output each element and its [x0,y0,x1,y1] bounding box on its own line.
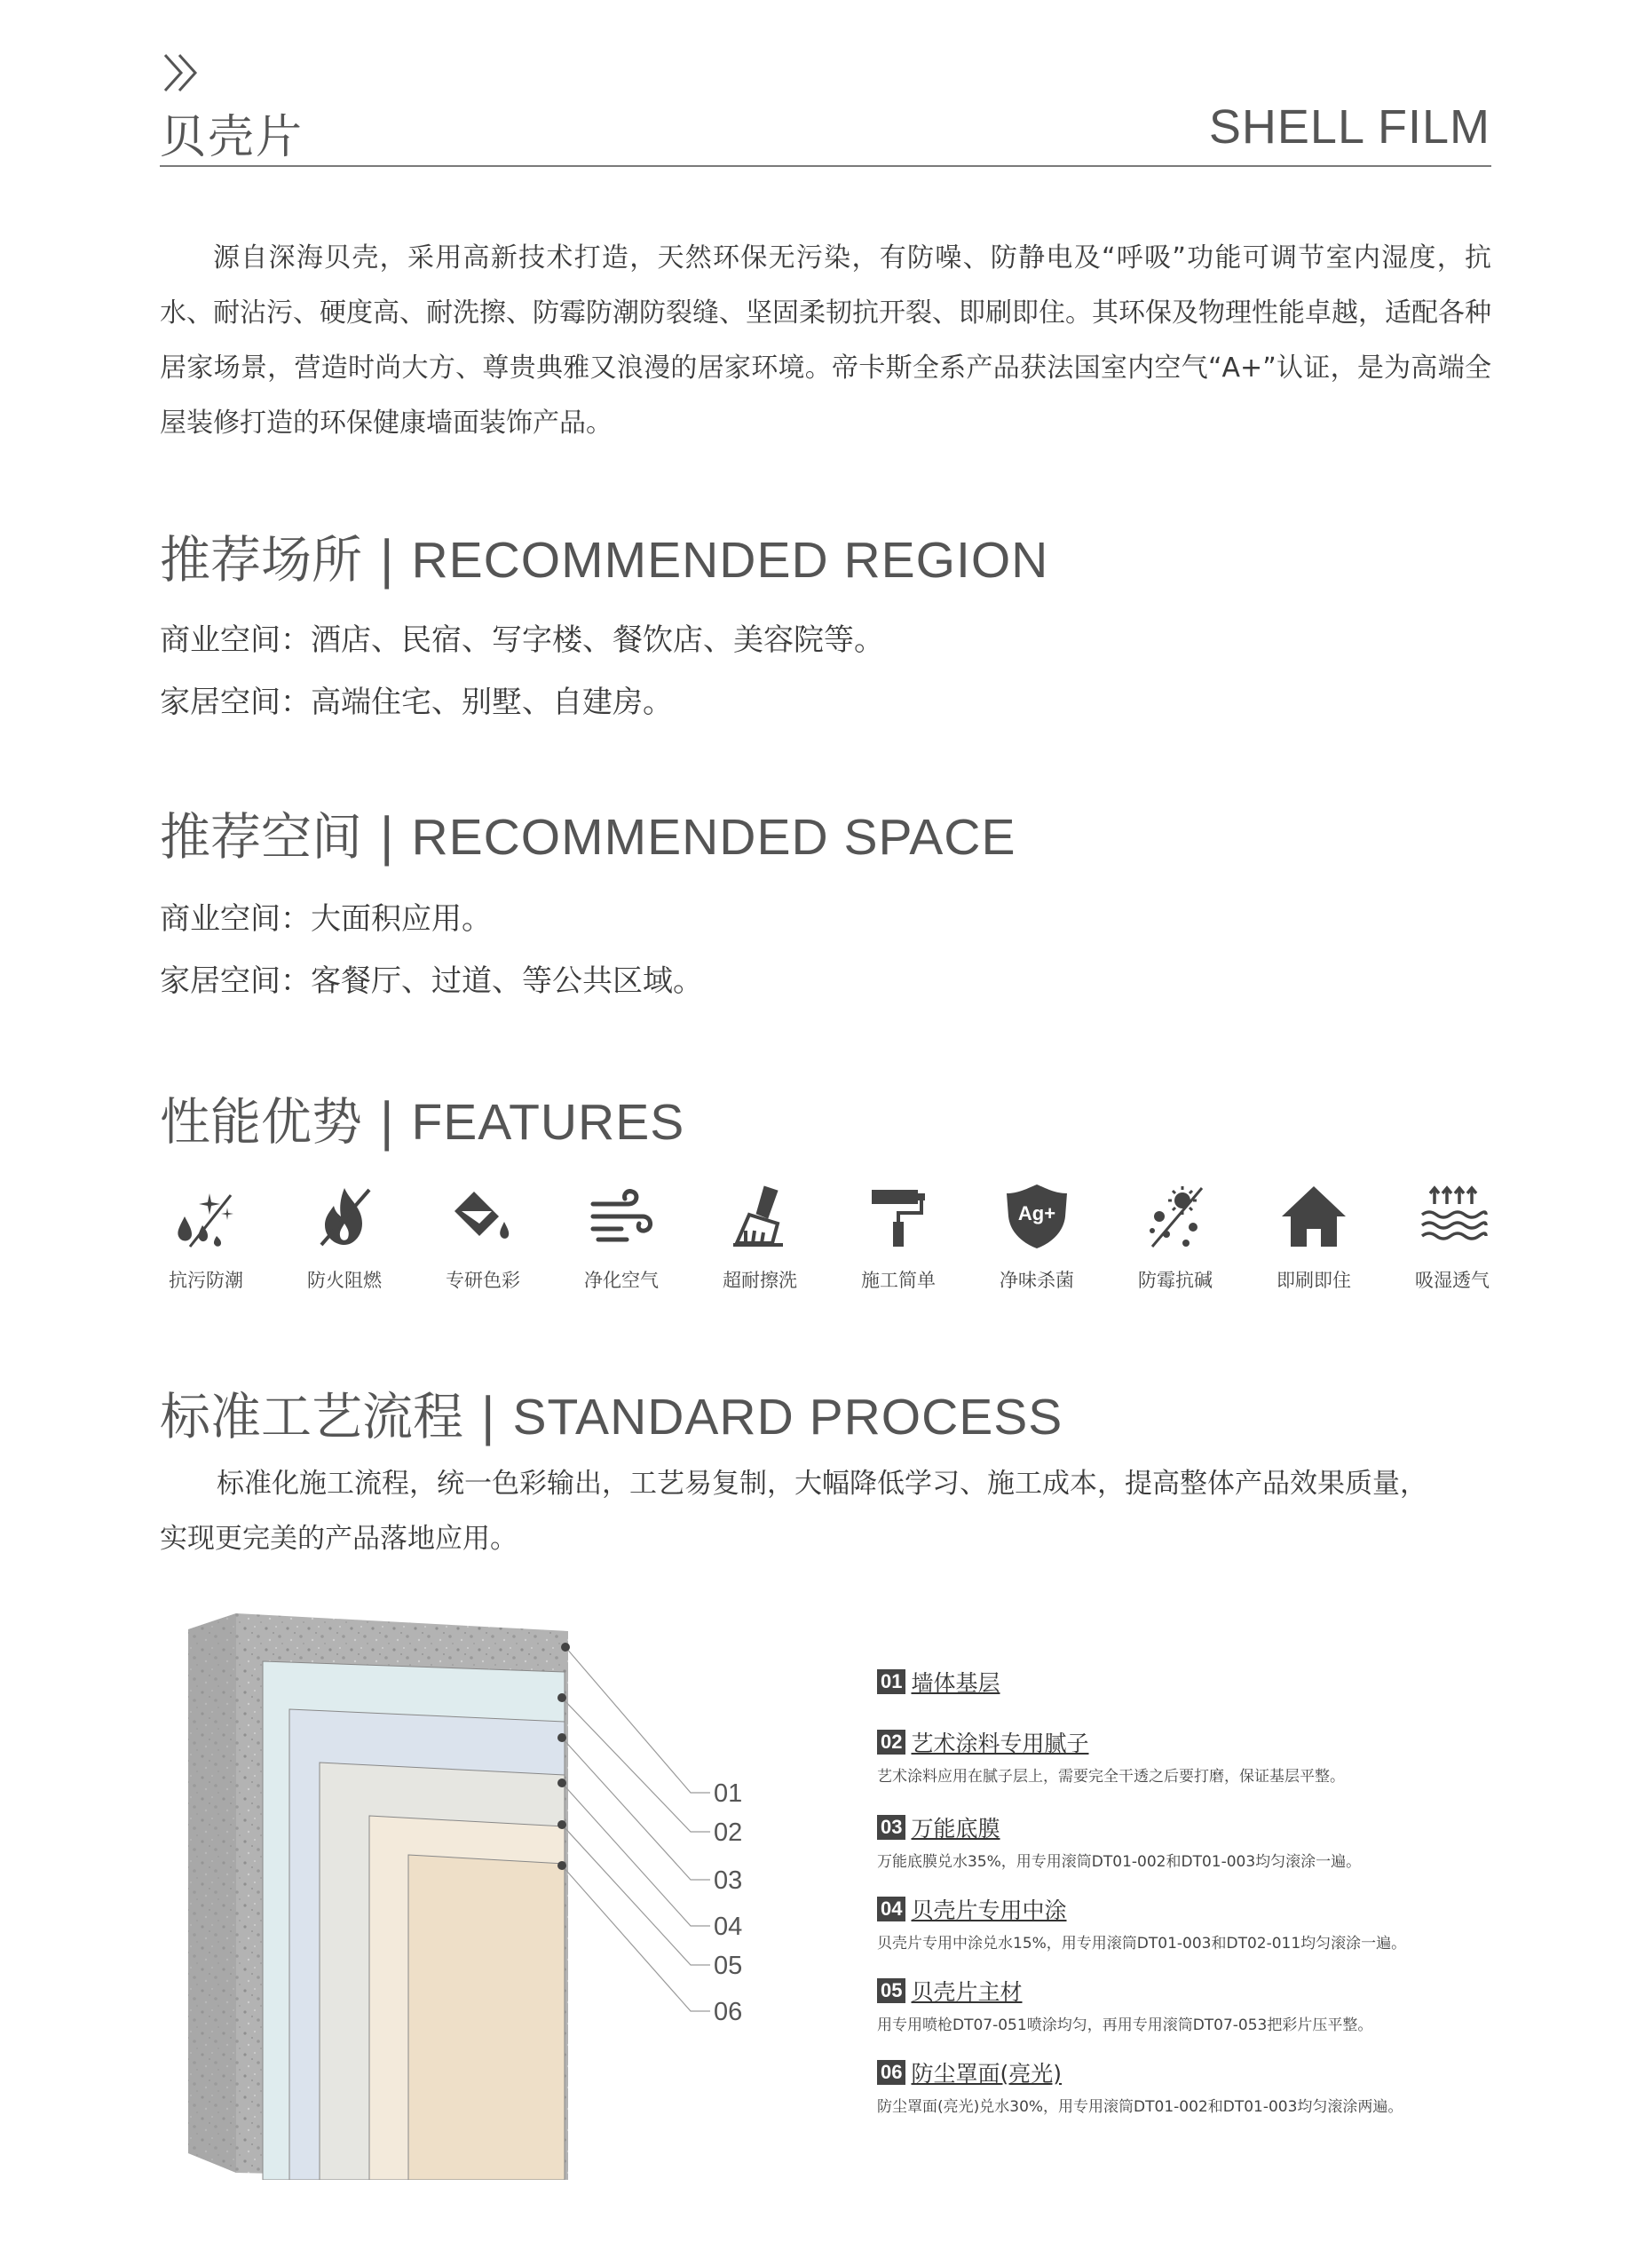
callout-line [562,1866,710,2011]
silver-shield-text: Ag+ [1017,1202,1056,1224]
feature-label: 防霉抗碱 [1138,1270,1213,1291]
page-title-cn: 贝壳片 [160,111,304,164]
double-chevron-right-icon [160,51,204,94]
step-title: 贝壳片专用中涂 [911,1897,1067,1923]
feature-label: 施工简单 [861,1270,936,1291]
step-description: 艺术涂料应用在腻子层上，需要完全干透之后要打磨，保证基层平整。 [877,1768,1345,1786]
step-number-badge: 01 [877,1669,905,1694]
step-title: 贝壳片主材 [911,1979,1023,2005]
region-line-home: 家居空间：高端住宅、别墅、自建房。 [160,685,673,720]
region-heading [160,519,1048,592]
process-step [877,1666,1516,1698]
callout-line [565,1647,710,1793]
humidity-waves-icon [1417,1181,1488,1252]
house-icon [1278,1181,1349,1252]
callout-dot [557,1820,566,1829]
callout-dot [557,1861,566,1870]
layer-06 [408,1855,565,2180]
feature-item [1109,1181,1242,1293]
feature-item [416,1181,549,1293]
wind-icon [586,1181,657,1252]
process-paragraph [160,1456,1491,1566]
layer-number: 01 [714,1779,743,1808]
feature-label: 专研色彩 [446,1270,520,1291]
step-description: 防尘罩面(亮光)兑水30%，用专用滚筒DT01-002和DT01-003均匀滚涂两遍。 [877,2098,1403,2116]
step-title: 墙体基层 [911,1670,1000,1696]
header-divider [160,165,1491,167]
space-line-commercial: 商业空间：大面积应用。 [160,901,492,937]
region-heading-sep: | [362,531,412,590]
process-paragraph-line2: 实现更完美的产品落地应用。 [160,1523,518,1555]
feature-label: 超耐擦洗 [723,1270,797,1291]
region-heading-cn: 推荐场所 [160,531,362,590]
features-heading [160,1081,684,1154]
step-number-badge: 05 [877,1978,905,2003]
feature-label: 防火阻燃 [307,1270,382,1291]
process-step [877,1893,1516,1953]
feature-item [555,1181,688,1293]
process-step [877,2056,1516,2116]
callout-line [562,1738,710,1880]
features-heading-sep: | [362,1093,412,1152]
silver-shield-icon [1001,1181,1072,1252]
step-title: 万能底膜 [911,1816,1000,1842]
callout-dot [561,1643,570,1652]
droplets-sparkle-icon [170,1181,241,1252]
brush-icon [724,1181,795,1252]
feature-item [970,1181,1103,1293]
feature-item [1247,1181,1380,1293]
wall-side-texture [188,1613,236,2173]
callout-dot [557,1733,566,1742]
step-title: 防尘罩面(亮光) [911,2061,1062,2087]
callout-line [562,1698,710,1832]
intro-paragraph: 源自深海贝壳，采用高新技术打造，天然环保无污染，有防噪、防静电及“呼吸”功能可调节室内湿度，抗水、耐沾污、硬度高、耐洗擦、防霉防潮防裂缝、坚固柔韧抗开裂、即刷即住。其环保及物理性能卓越，适配各种居家场景，营造时尚大方、尊贵典雅又浪漫的居家环境。帝卡斯全系产品获法国室内空气“A+”认证，是为高端全屋装修打造的环保健康墙面装饰产品。 [160,242,1491,439]
process-heading-en: STANDARD PROCESS [512,1389,1063,1446]
space-heading-en: RECOMMENDED SPACE [411,809,1016,866]
space-heading-sep: | [362,808,412,867]
callout-dot [557,1693,566,1702]
step-description: 用专用喷枪DT07-051喷涂均匀，再用专用滚筒DT07-053把彩片压平整。 [877,2016,1373,2034]
feature-item [693,1181,826,1293]
layer-number: 06 [714,1998,743,2026]
feature-item [139,1181,273,1293]
space-heading-cn: 推荐空间 [160,808,362,867]
process-paragraph-line1: 标准化施工流程，统一色彩输出，工艺易复制，大幅降低学习、施工成本，提高整体产品效果质量， [217,1468,1427,1500]
step-title: 艺术涂料专用腻子 [911,1731,1089,1756]
step-number-badge: 06 [877,2060,905,2085]
page-title-en: SHELL FILM [1208,100,1490,154]
feature-item [1386,1181,1519,1293]
paint-roller-icon [863,1181,934,1252]
features-heading-cn: 性能优势 [160,1093,362,1152]
wall-layer-diagram [178,1603,888,2180]
feature-label: 净味杀菌 [1000,1270,1074,1291]
region-heading-en: RECOMMENDED REGION [411,532,1049,589]
step-number-badge: 03 [877,1815,905,1840]
process-heading-cn: 标准工艺流程 [160,1388,463,1446]
step-number-badge: 02 [877,1730,905,1755]
step-number-badge: 04 [877,1897,905,1921]
layer-number: 05 [714,1952,743,1980]
process-heading-sep: | [463,1388,513,1446]
layer-number: 03 [714,1866,743,1895]
paint-bucket-icon [447,1181,518,1252]
feature-label: 净化空气 [584,1270,659,1291]
process-heading [160,1376,1063,1449]
feature-label: 抗污防潮 [169,1270,243,1291]
callout-dot [557,1779,566,1787]
feature-label: 吸湿透气 [1415,1270,1490,1291]
space-heading [160,796,1016,869]
callout-line [562,1825,710,1965]
feature-label: 即刷即住 [1277,1270,1351,1291]
region-line-commercial: 商业空间：酒店、民宿、写字楼、餐饮店、美容院等。 [160,622,884,658]
no-fire-icon [309,1181,380,1252]
process-step [877,1811,1516,1871]
callout-line [562,1783,710,1926]
layer-number: 02 [714,1818,743,1847]
feature-item [832,1181,965,1293]
no-mold-icon [1140,1181,1211,1252]
features-heading-en: FEATURES [411,1094,685,1151]
process-step [877,1975,1516,2034]
step-description: 万能底膜兑水35%，用专用滚筒DT01-002和DT01-003均匀滚涂一遍。 [877,1853,1362,1871]
feature-item [278,1181,411,1293]
step-description: 贝壳片专用中涂兑水15%，用专用滚筒DT01-003和DT02-011均匀滚涂一遍。 [877,1935,1407,1953]
space-line-home: 家居空间：客餐厅、过道、等公共区域。 [160,963,703,999]
process-step [877,1726,1516,1786]
layer-number: 04 [714,1913,743,1941]
